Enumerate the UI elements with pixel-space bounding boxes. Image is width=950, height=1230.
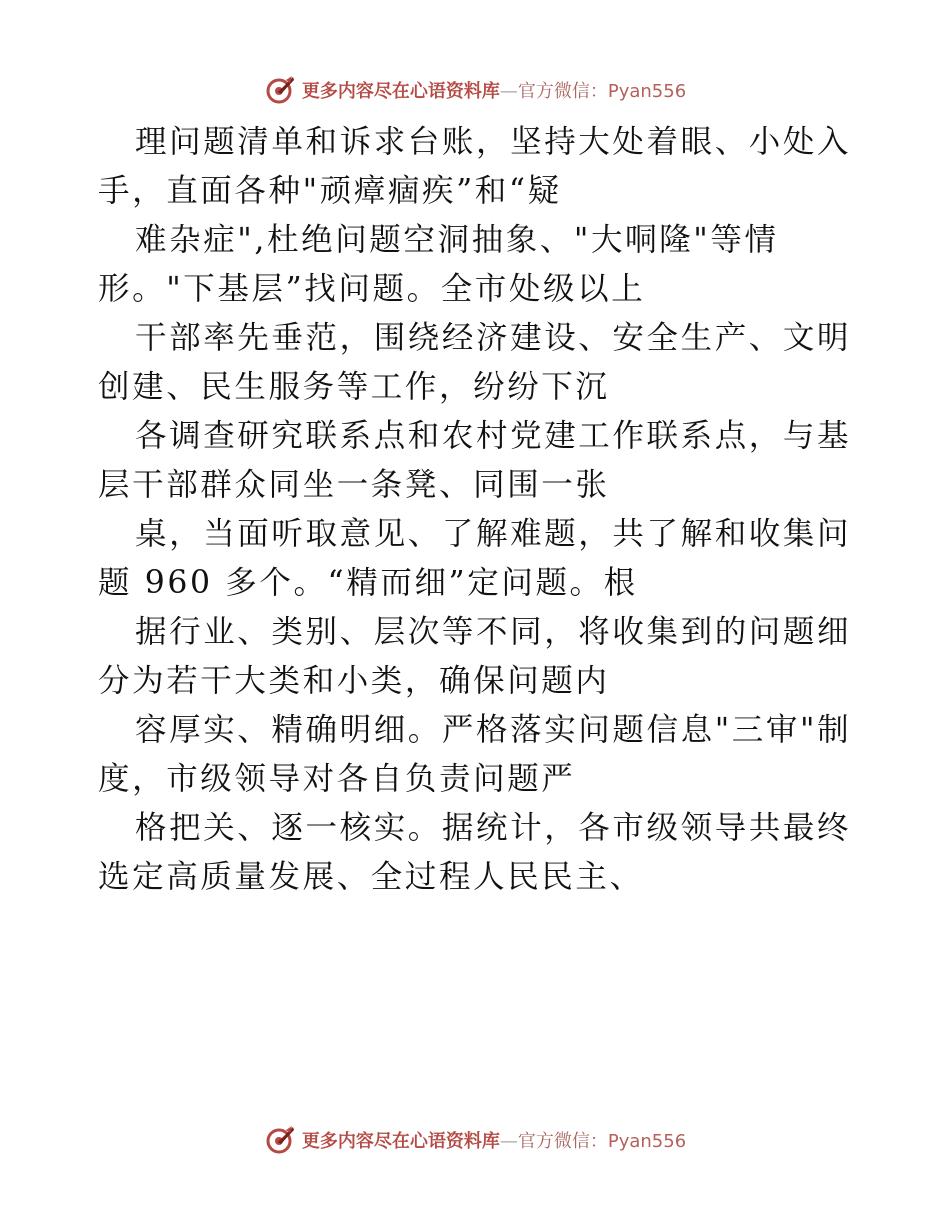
footer-dash: —: [499, 1131, 518, 1152]
body-line: 形。"下基层”找问题。全市处级以上: [98, 271, 646, 307]
body-line: 题 960 多个。“精而细”定问题。根: [98, 565, 638, 601]
quill-pen-circle-icon: [264, 1124, 296, 1156]
body-line: 创建、民生服务等工作，纷纷下沉: [98, 369, 610, 405]
quill-pen-circle-icon: [264, 74, 296, 106]
header-banner: [0, 70, 950, 110]
body-line: 据行业、类别、层次等不同，将收集到的问题细: [135, 614, 852, 650]
body-line: 桌，当面听取意见、了解难题，共了解和收集问: [135, 516, 852, 552]
header-dash: —: [499, 81, 518, 102]
body-line: 干部率先垂范，围绕经济建设、安全生产、文明: [135, 320, 852, 356]
footer-brand: 更多内容尽在心语资料库: [301, 1131, 500, 1152]
body-line: 格把关、逐一核实。据统计，各市级领导共最终: [135, 810, 852, 846]
body-line: 选定高质量发展、全过程人民民主、: [98, 859, 644, 895]
body-line: 手，直面各种"顽瘴痼疾”和“疑: [98, 173, 562, 209]
header-brand: 更多内容尽在心语资料库: [301, 81, 500, 102]
header-wechat-id: Pyan556: [607, 81, 687, 102]
body-line: 理问题清单和诉求台账，坚持大处着眼、小处入: [135, 124, 852, 160]
body-line: 各调查研究联系点和农村党建工作联系点，与基: [135, 418, 852, 454]
body-line: 容厚实、精确明细。严格落实问题信息"三审"制: [135, 712, 852, 748]
body-line: 层干部群众同坐一条凳、同围一张: [98, 467, 610, 503]
footer-wechat-label: 官方微信：: [517, 1131, 608, 1152]
footer-wechat-id: Pyan556: [607, 1131, 687, 1152]
document-body: [98, 118, 858, 902]
body-line: 度，市级领导对各自负责问题严: [98, 761, 576, 797]
header-wechat-label: 官方微信：: [517, 81, 608, 102]
footer-banner: [0, 1120, 950, 1160]
body-line: 分为若干大类和小类，确保问题内: [98, 663, 610, 699]
body-line: 难杂症",杜绝问题空洞抽象、"大哃隆"等情: [135, 222, 779, 258]
